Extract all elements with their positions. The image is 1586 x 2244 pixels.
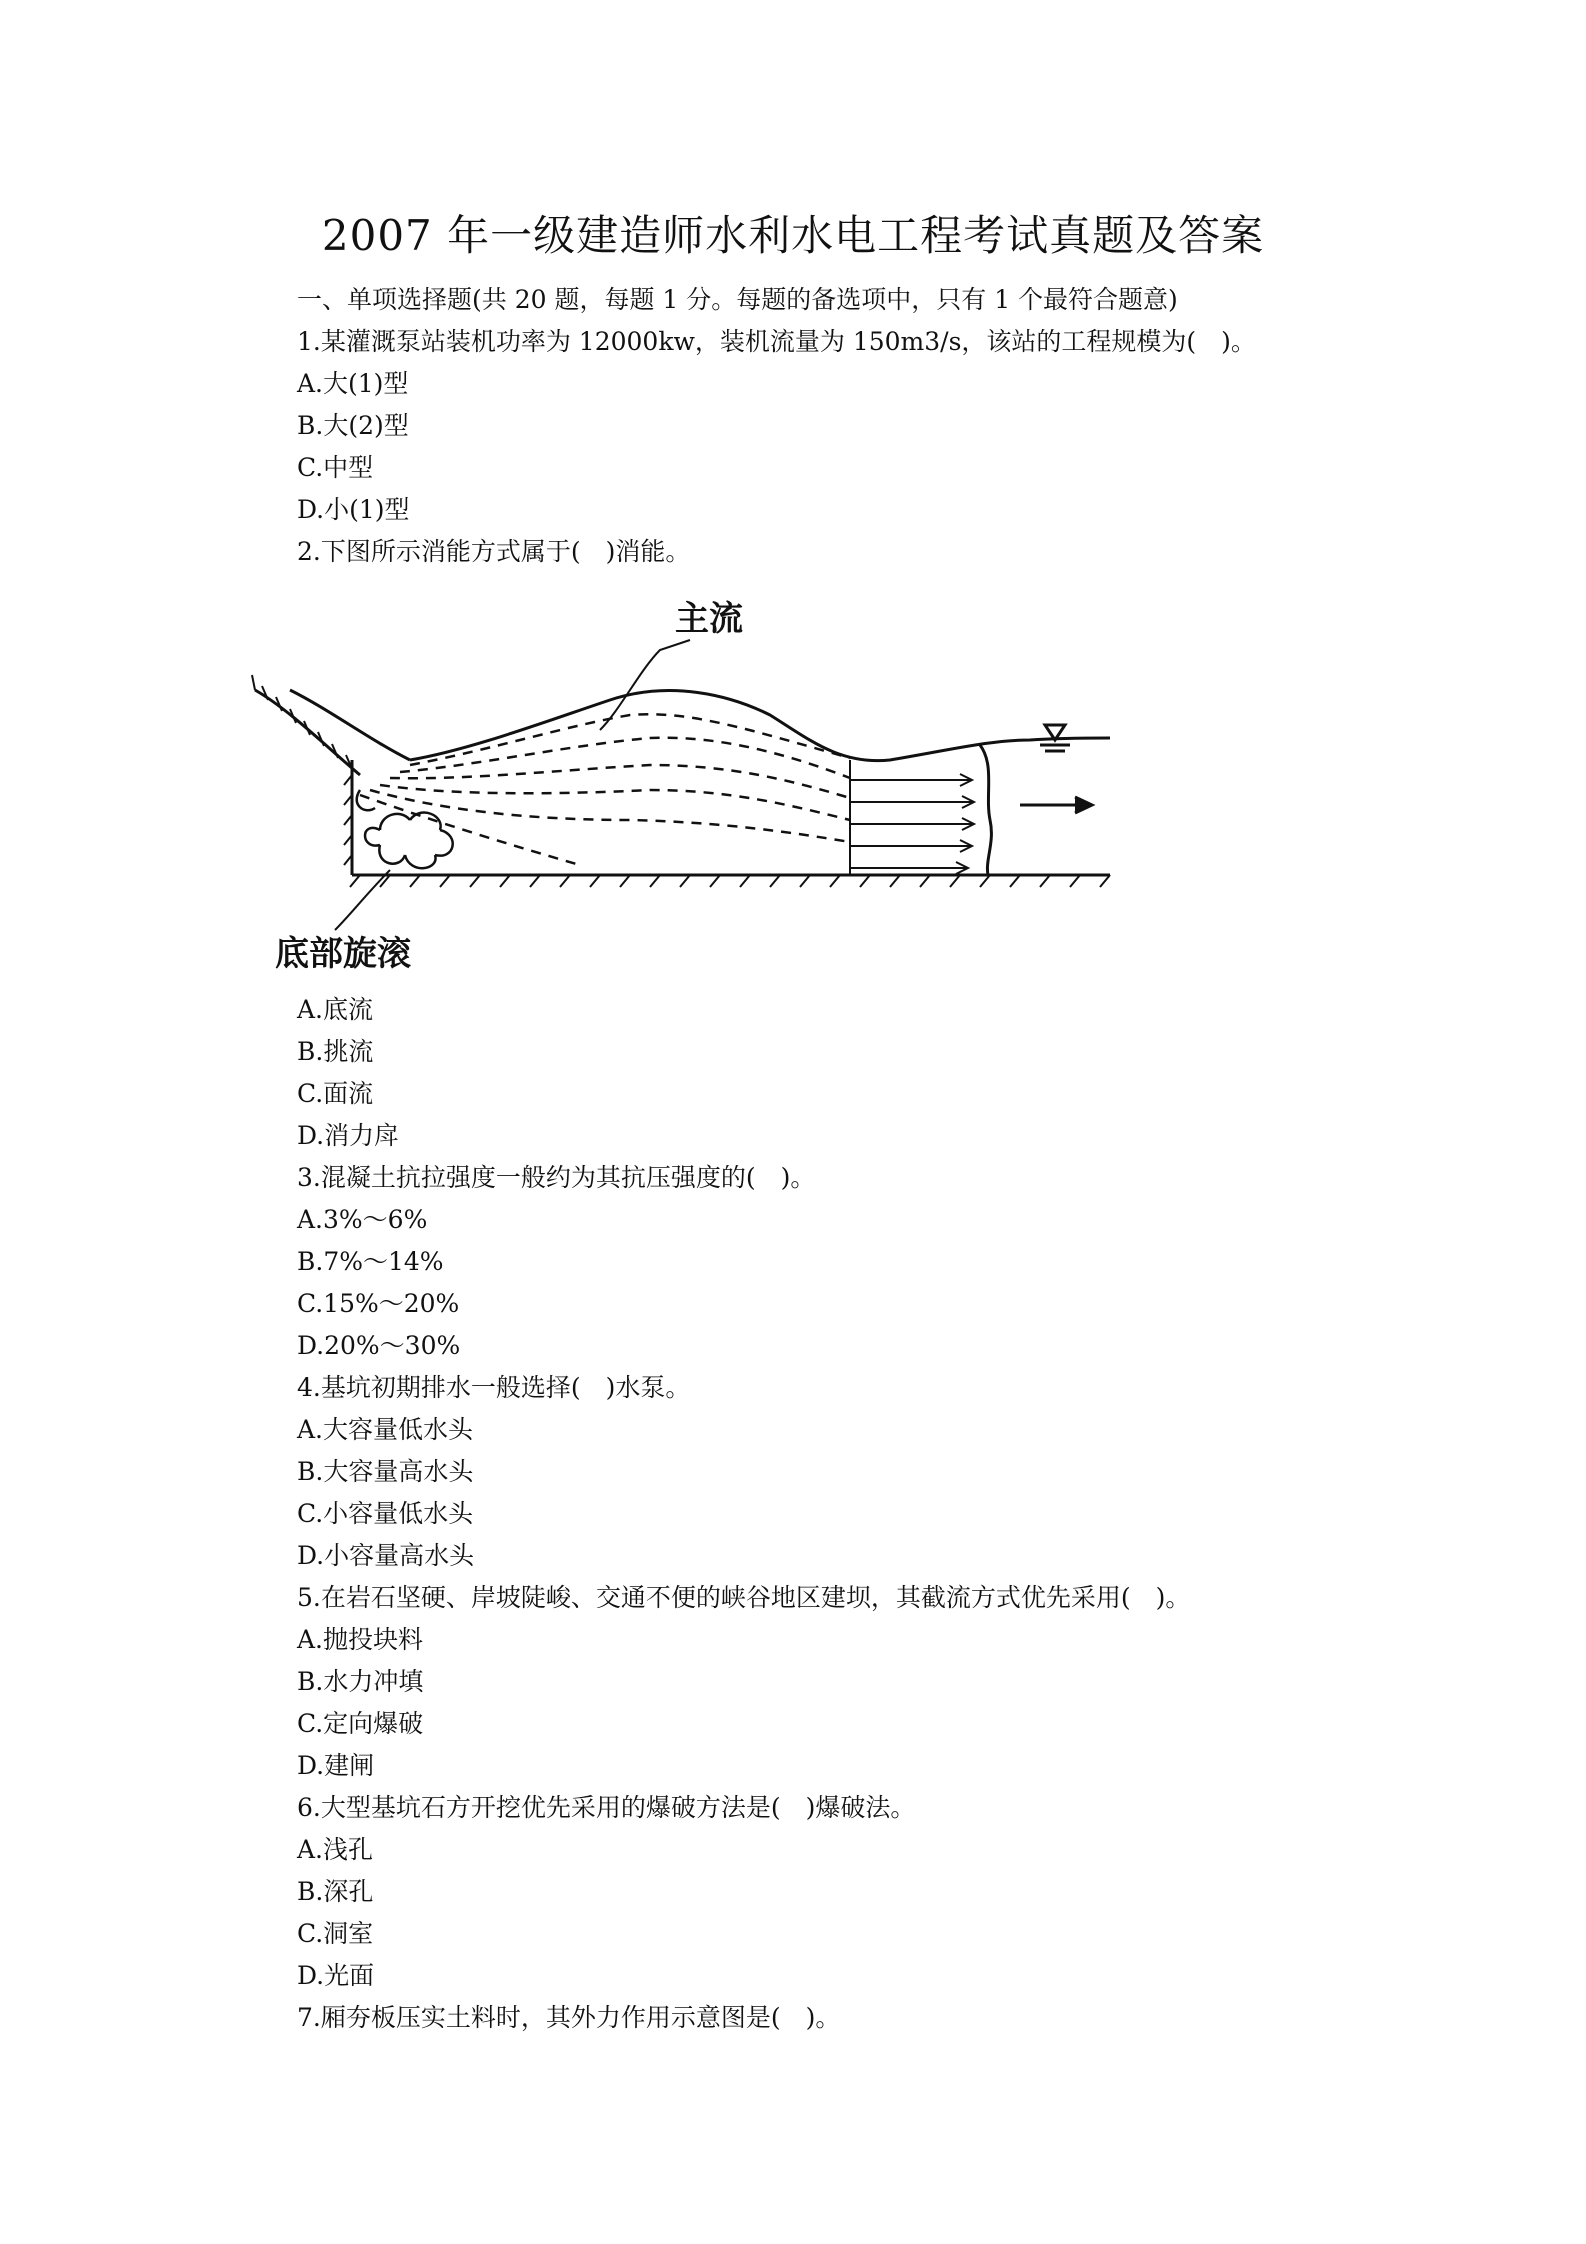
question-1-option-a: A.大(1)型 bbox=[297, 369, 409, 398]
question-1-stem: 1.某灌溉泵站装机功率为 12000kw，装机流量为 150m3/s，该站的工程规模为( )。 bbox=[297, 327, 1256, 356]
question-4-option-b: B.大容量高水头 bbox=[297, 1457, 474, 1486]
question-3-option-d: D.20%～30% bbox=[297, 1331, 461, 1360]
question-1-option-c: C.中型 bbox=[297, 453, 374, 482]
question-1-option-b: B.大(2)型 bbox=[297, 411, 409, 440]
question-6-option-b: B.深孔 bbox=[297, 1877, 374, 1906]
question-5-option-d: D.建闸 bbox=[297, 1751, 375, 1780]
question-3-option-a: A.3%～6% bbox=[297, 1205, 428, 1234]
question-4-stem: 4.基坑初期排水一般选择( )水泵。 bbox=[297, 1373, 691, 1402]
question-7-stem: 7.厢夯板压实土料时，其外力作用示意图是( )。 bbox=[297, 2003, 841, 2032]
question-6-option-a: A.浅孔 bbox=[297, 1835, 374, 1864]
jump-front bbox=[980, 745, 991, 875]
question-3-stem: 3.混凝土抗拉强度一般约为其抗压强度的( )。 bbox=[297, 1163, 816, 1192]
question-2-stem: 2.下图所示消能方式属于( )消能。 bbox=[297, 537, 691, 566]
question-5-option-c: C.定向爆破 bbox=[297, 1709, 424, 1738]
bottom-roller-label: 底部旋滚 bbox=[275, 934, 411, 970]
channel-bed-hatch bbox=[350, 875, 1110, 887]
energy-dissipation-diagram bbox=[250, 580, 1120, 970]
question-5-option-b: B.水力冲填 bbox=[297, 1667, 424, 1696]
main-flow-label: 主流 bbox=[675, 599, 743, 639]
bottom-roller-leader bbox=[335, 870, 390, 930]
question-4-option-d: D.小容量高水头 bbox=[297, 1541, 475, 1570]
question-4-option-c: C.小容量低水头 bbox=[297, 1499, 474, 1528]
question-2-option-b: B.挑流 bbox=[297, 1037, 374, 1066]
question-1-option-d: D.小(1)型 bbox=[297, 495, 410, 524]
question-3-option-b: B.7%～14% bbox=[297, 1247, 444, 1276]
velocity-profile-arrows bbox=[850, 774, 974, 874]
question-2-option-d: D.消力戽 bbox=[297, 1121, 400, 1150]
upstream-slope-hatch bbox=[252, 675, 352, 769]
question-6-option-c: C.洞室 bbox=[297, 1919, 374, 1948]
bottom-roller-curls bbox=[357, 790, 453, 868]
question-5-option-a: A.抛投块料 bbox=[297, 1625, 424, 1654]
question-2-option-c: C.面流 bbox=[297, 1079, 374, 1108]
question-6-stem: 6.大型基坑石方开挖优先采用的爆破方法是( )爆破法。 bbox=[297, 1793, 916, 1822]
page-title: 2007 年一级建造师水利水电工程考试真题及答案 bbox=[321, 211, 1265, 260]
question-6-option-d: D.光面 bbox=[297, 1961, 375, 1990]
section-heading: 一、单项选择题(共 20 题，每题 1 分。每题的备选项中，只有 1 个最符合题意) bbox=[297, 285, 1178, 314]
question-3-option-c: C.15%～20% bbox=[297, 1289, 460, 1318]
question-4-option-a: A.大容量低水头 bbox=[297, 1415, 474, 1444]
inflow-upper-line bbox=[255, 690, 360, 775]
inflow-lower-line bbox=[290, 690, 410, 760]
question-5-stem: 5.在岩石坚硬、岸坡陡峻、交通不便的峡谷地区建坝，其截流方式优先采用( )。 bbox=[297, 1583, 1191, 1612]
dashed-streamlines bbox=[360, 714, 850, 865]
question-2-option-a: A.底流 bbox=[297, 995, 374, 1024]
